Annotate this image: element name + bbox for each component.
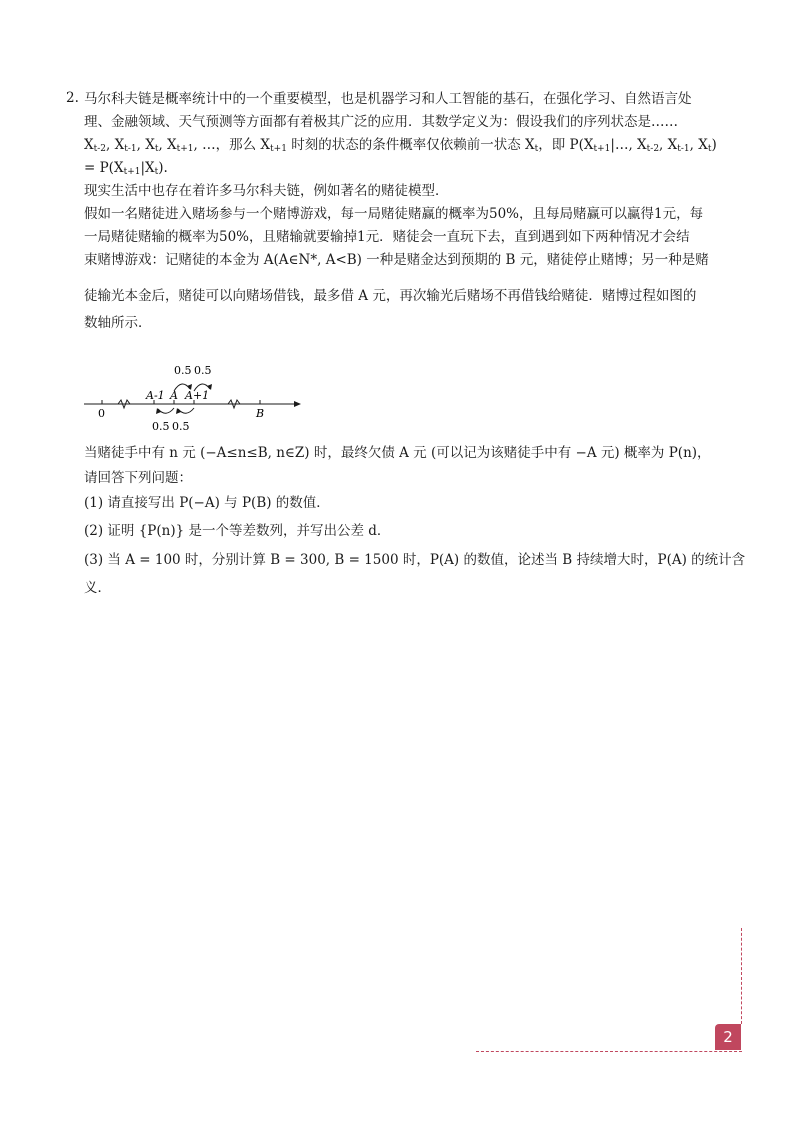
question-line-12: 请回答下列问题：: [84, 470, 192, 486]
label-b: B: [256, 407, 265, 420]
question-line-2: 理、金融领域、天气预测等方面都有着极其广泛的应用．其数学定义为：假设我们的序列状态是……: [84, 114, 678, 130]
question-line-7: 一局赌徒赌输的概率为50%，且赌输就要输掉1元．赌徒会一直玩下去，直到遇到如下两种情况才会结: [84, 229, 690, 245]
label-a-plus-1: A+1: [185, 389, 210, 402]
sub-question-3-line-2: 义．: [84, 580, 111, 596]
label-a: A: [170, 389, 178, 402]
question-line-4: = $P(X_{t+1}|X_t)$.: [84, 160, 168, 177]
label-zero: 0: [98, 407, 105, 420]
sub-question-3-line-1: (3) 当 A = 100 时，分别计算 B = 300, B = 1500 时，P(A) 的数值，论述当 B 持续增大时，P(A) 的统计含: [84, 552, 746, 568]
question-line-6: 假如一名赌徒进入赌场参与一个赌博游戏，每一局赌徒赌赢的概率为50%，且每局赌赢可以赢得1元，每: [84, 206, 704, 222]
label-prob-up-1: 0.5: [174, 364, 192, 377]
axis-arrowhead-icon: [294, 401, 301, 407]
question-line-1: 马尔科夫链是概率统计中的一个重要模型，也是机器学习和人工智能的基石，在强化学习、自然语言处: [84, 91, 692, 107]
number-line-figure: [84, 362, 304, 434]
label-prob-down-2: 0.5: [172, 420, 190, 433]
label-a-minus-1: A-1: [146, 389, 165, 402]
footer-dashed-horizontal: [476, 1051, 742, 1052]
arc-down-2: [178, 408, 194, 413]
footer-dashed-vertical: [741, 928, 742, 1024]
question-line-5: 现实生活中也存在着许多马尔科夫链，例如著名的赌徒模型．: [84, 183, 449, 199]
question-number: 2.: [66, 90, 79, 106]
question-line-10: 数轴所示．: [84, 315, 152, 331]
arc-down-1: [158, 408, 174, 413]
sub-question-2: (2) 证明 {P(n)} 是一个等差数列，并写出公差 d．: [84, 523, 391, 539]
sub-question-1: (1) 请直接写出 P(−A) 与 P(B) 的数值．: [84, 495, 330, 511]
label-prob-down-1: 0.5: [152, 420, 170, 433]
question-line-3: $X_{t-2}$, $X_{t-1}$, $X_t$, $X_{t+1}$, …，那么 $X_{t+1}$ 时刻的状态的条件概率仅依赖前一状态 $X_t$，即 $P(X_{t+1}|\dots$, $X_{t-2}$, $X_{t-1}$, $X_t$): [84, 137, 717, 154]
label-prob-up-2: 0.5: [194, 364, 212, 377]
question-line-11: 当赌徒手中有 n 元 (−A≤n≤B, n∈Z) 时，最终欠债 A 元 (可以记为该赌徒手中有 −A 元) 概率为 P(n)，: [84, 445, 711, 461]
question-line-9: 徒输光本金后，赌徒可以向赌场借钱，最多借 A 元，再次输光后赌场不再借钱给赌徒．赌博过程如图的: [84, 288, 697, 304]
question-line-8: 束赌博游戏：记赌徒的本金为 A(A∈N*, A<B) 一种是赌金达到预期的 B 元，赌徒停止赌博；另一种是赌: [84, 252, 709, 268]
page-number-badge: 2: [715, 1024, 741, 1050]
